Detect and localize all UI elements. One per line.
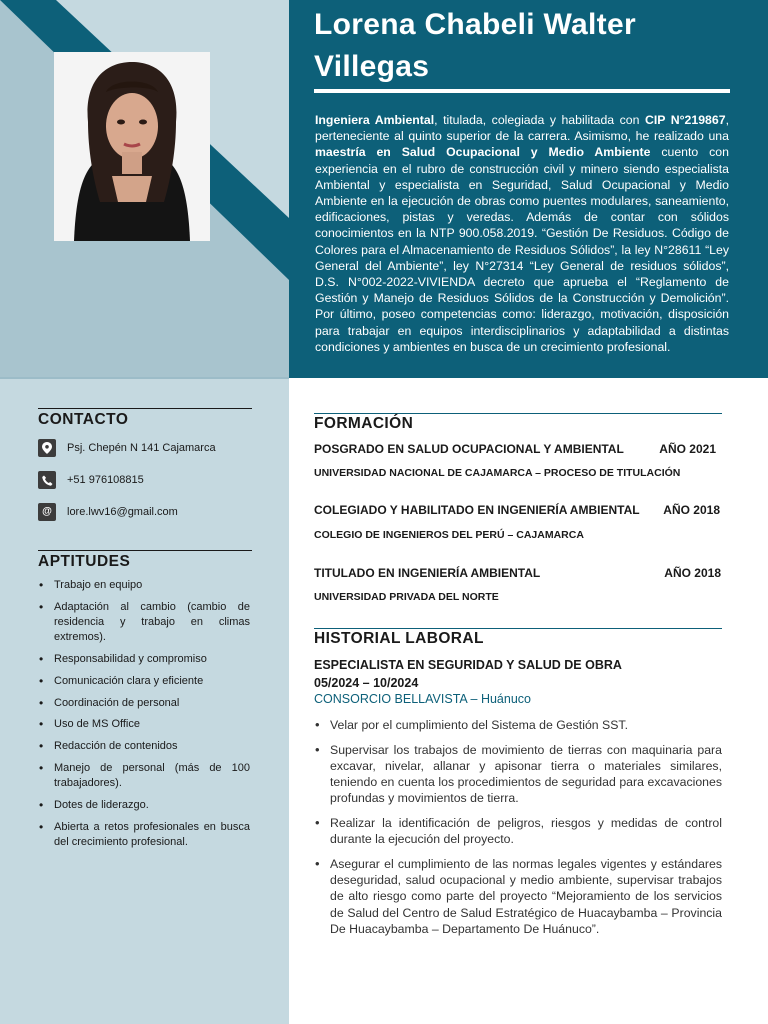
professional-summary: Ingeniera Ambiental, titulada, colegiada y habilitada con CIP N°219867, perteneciente al quinto superior de la carrera. Asimismo, he realizado una maestría en Salud Ocupacional y Medio Ambiente cuento con experiencia en el rubro de construcción civil y minero siendo especialista Ambiental y especialista en Seguridad, Salud Ocupacional y Medio Ambiente en la ejecución de obras como puentes modulares, saneamiento, edificaciones, pistas y veredas. Además de contar con sólidos conocimientos en la NTP 900.058.2019. “Gestión De Residuos. Código de Colores para el Almacenamiento de Residuos Sólidos”, la ley N°28611 “Ley General del Ambiente”, ley N°27314 “Ley General de residuos sólidos”, D.S. N°002-2022-VIVIENDA decreto que aprueba el “Reglamento de Gestión y Manejo de Residuos Sólidos de la Construcción y Demolición”. Por último, poseo competencias como: liderazgo, motivación, disposición para trabajar en equipos interdisciplinarios y adaptabilidad a distintas condiciones y ambientes en busca de un crecimiento profesional. <box>315 113 729 354</box>
education-institution: UNIVERSIDAD PRIVADA DEL NORTE <box>314 591 499 603</box>
skill-item: • Manejo de personal (más de 100 trabajadores). <box>38 761 250 791</box>
duty-item: • Supervisar los trabajos de movimiento de tierras con maquinaria para excavar, nivelar, allanar y apisonar tierra o materiales similares, teniendo en cuenta los procedimientos de seguridad para excavaciones profundas y movimientos de tierra. <box>314 742 722 807</box>
education-degree: POSGRADO EN SALUD OCUPACIONAL Y AMBIENTAL <box>314 442 624 456</box>
contact-title: CONTACTO <box>38 411 129 428</box>
phone-text[interactable]: +51 976108815 <box>67 474 144 486</box>
phone-icon <box>38 471 56 489</box>
education-year: AÑO 2018 <box>663 503 720 517</box>
skill-item: • Responsabilidad y compromiso <box>38 652 250 667</box>
job-company: CONSORCIO BELLAVISTA – Huánuco <box>314 692 531 706</box>
skill-item: • Adaptación al cambio (cambio de residencia y trabajo en climas extremos). <box>38 600 250 646</box>
education-year: AÑO 2021 <box>659 442 716 456</box>
skill-item: • Trabajo en equipo <box>38 578 250 593</box>
education-item <box>314 503 722 517</box>
job-duties <box>314 717 722 945</box>
work-section <box>314 628 722 648</box>
candidate-name: Lorena Chabeli Walter Villegas <box>314 8 636 83</box>
job-period: 05/2024 – 10/2024 <box>314 676 419 690</box>
skill-item: • Dotes de liderazgo. <box>38 798 250 813</box>
skills-title: APTITUDES <box>38 553 131 570</box>
contact-email <box>38 503 178 521</box>
job-title: ESPECIALISTA EN SEGURIDAD Y SALUD DE OBRA <box>314 658 622 672</box>
education-degree: COLEGIADO Y HABILITADO EN INGENIERÍA AMBIENTAL <box>314 503 640 517</box>
education-item <box>314 566 722 580</box>
education-institution: UNIVERSIDAD NACIONAL DE CAJAMARCA – PROCESO DE TITULACIÓN <box>314 467 681 479</box>
contact-section <box>38 408 252 429</box>
email-text[interactable]: lore.lwv16@gmail.com <box>67 506 178 518</box>
education-year: AÑO 2018 <box>664 566 721 580</box>
address-text: Psj. Chepén N 141 Cajamarca <box>67 442 216 454</box>
duty-item: • Velar por el cumplimiento del Sistema de Gestión SST. <box>314 717 722 733</box>
contact-phone <box>38 471 144 489</box>
duty-item: • Realizar la identificación de peligros, riesgos y medidas de control durante la ejecución del proyecto. <box>314 815 722 847</box>
skill-item: • Coordinación de personal <box>38 696 250 711</box>
skills-list <box>38 578 250 857</box>
skill-item: • Redacción de contenidos <box>38 739 250 754</box>
skill-item: • Comunicación clara y eficiente <box>38 674 250 689</box>
duty-item: • Asegurar el cumplimiento de las normas legales vigentes y estándares deseguridad, salud ocupacional y medio ambiente, supervisar trabajos de alto riesgo como parte del proyecto “Mejoramiento de los servicios de Salud del Centro de Salud Estratégico de Huacaybamba – Provincia De Huacaybamba – Departamento De Huánuco”. <box>314 856 722 937</box>
location-pin-icon <box>38 439 56 457</box>
education-section <box>314 413 722 433</box>
sidebar-divider <box>0 377 289 379</box>
education-title: FORMACIÓN <box>314 415 414 432</box>
profile-photo <box>54 52 210 241</box>
education-item <box>314 442 722 456</box>
skill-item: • Uso de MS Office <box>38 717 250 732</box>
skill-item: • Abierta a retos profesionales en busca del crecimiento profesional. <box>38 820 250 850</box>
contact-address <box>38 439 216 457</box>
education-institution: COLEGIO DE INGENIEROS DEL PERÚ – CAJAMARCA <box>314 529 584 541</box>
work-title: HISTORIAL LABORAL <box>314 630 484 647</box>
skills-section <box>38 550 252 571</box>
name-underline <box>314 89 730 93</box>
at-icon: @ <box>38 503 56 521</box>
education-degree: TITULADO EN INGENIERÍA AMBIENTAL <box>314 566 541 580</box>
